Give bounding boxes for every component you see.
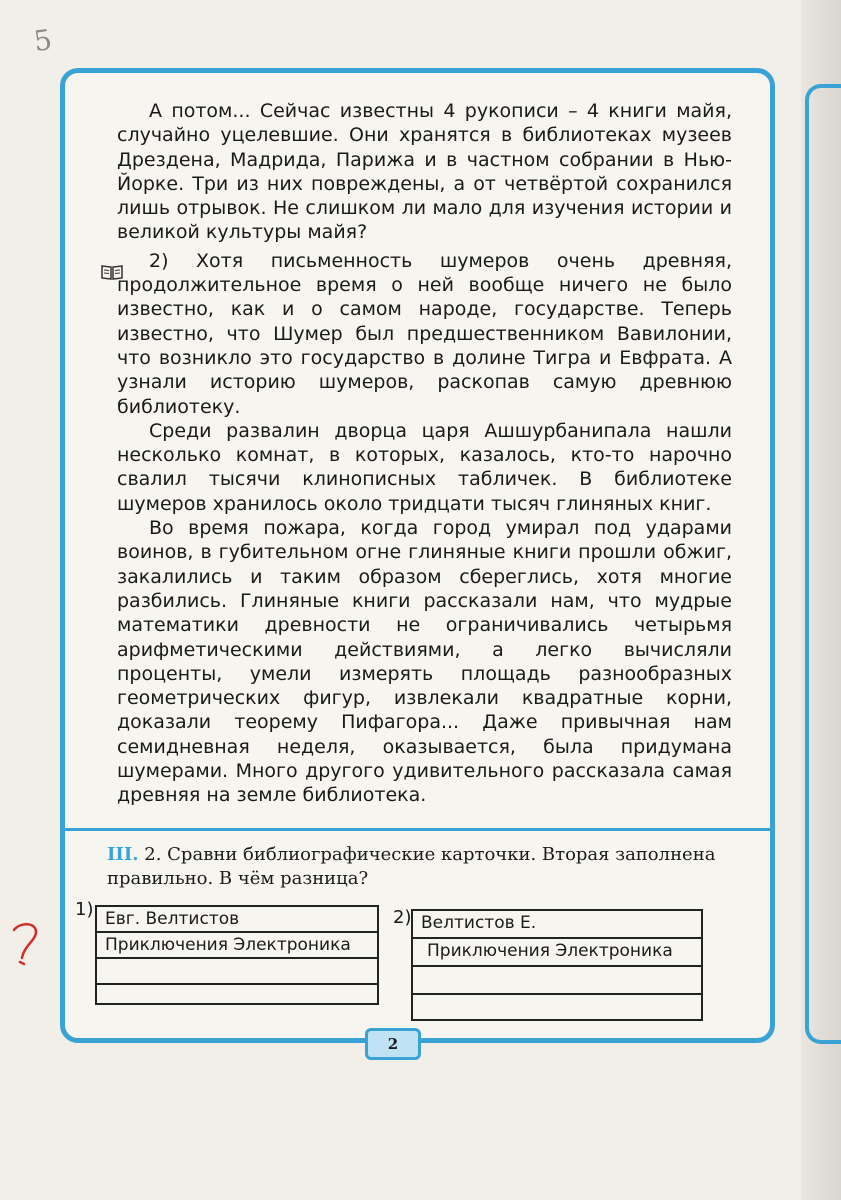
next-page-frame bbox=[805, 84, 841, 1044]
card-1-label: 1) bbox=[75, 899, 94, 920]
reading-text bbox=[117, 99, 732, 808]
paragraph-maya: А потом... Сейчас известны 4 рукописи – 4 книги майя, случайно уцелевшие. Они хранятся в библиотеках музеев Дрездена, Мадрида, Парижа и в частном собрании в Нью-Йорке. Три из них повреждены, а от четвёртой сохранился лишь отрывок. Не слишком ли мало для изучения истории и великой культуры майя? bbox=[117, 100, 732, 244]
paragraph-library: Среди развалин дворца царя Ашшурбанипала нашли несколько комнат, в которых, казалось, кто-то нарочно свалил тысячи клинописных табличек. В библиотеке шумеров хранилось около тридцати тысяч глиняных книг. bbox=[117, 419, 732, 515]
section-divider bbox=[65, 828, 770, 831]
card-2 bbox=[411, 909, 703, 1021]
card-2-empty-row bbox=[413, 967, 701, 995]
card-2-empty-row bbox=[413, 995, 701, 1021]
card-1-empty-row bbox=[97, 985, 377, 1011]
red-pen-mark bbox=[6, 918, 46, 968]
card-1-title: Приключения Электроника bbox=[97, 933, 377, 959]
card-1-empty-row bbox=[97, 959, 377, 985]
paragraph-fire: Во время пожара, когда город умирал под ударами воинов, в губительном огне глиняные книги прошли обжиг, закалились и таким образом сберeглись, хотя многие разбились. Глиняные книги рассказали нам, что мудрые математики древности не ограничивались четырьмя арифметическими действиями, а легко вычисляли проценты, умели измерять площадь разнообразных геометрических фигур, извлекали квадратные корни, доказали теорему Пифагора... Даже привычная нам семидневная неделя, оказывается, была придумана шумерами. Много другого удивительного рассказала самая древняя на земле библиотека. bbox=[117, 517, 732, 807]
task-number: III. bbox=[107, 844, 139, 865]
card-2-author: Велтистов Е. bbox=[413, 911, 701, 939]
card-1-author: Евг. Велтистов bbox=[97, 907, 377, 933]
card-1 bbox=[95, 905, 379, 1005]
page-number: 2 bbox=[365, 1028, 421, 1060]
task-text: 2. Сравни библиографические карточки. Вторая заполнена правильно. В чём разница? bbox=[107, 844, 716, 889]
task-block bbox=[107, 843, 737, 891]
card-2-label: 2) bbox=[393, 907, 412, 928]
content-frame bbox=[60, 68, 775, 1053]
handwritten-page-mark: 5 bbox=[31, 22, 55, 59]
paragraph-sumer: 2) Хотя письменность шумеров очень древняя, продолжительное время о ней вообще ничего не было известно, как и о самом народе, государстве. Теперь известно, что Шумер был предшественником Вавилонии, что возникло это государство в долине Тигра и Евфрата. А узнали историю шумеров, раскопав самую древнюю библиотеку. bbox=[117, 249, 732, 418]
card-2-title: Приключения Электроника bbox=[413, 939, 701, 967]
